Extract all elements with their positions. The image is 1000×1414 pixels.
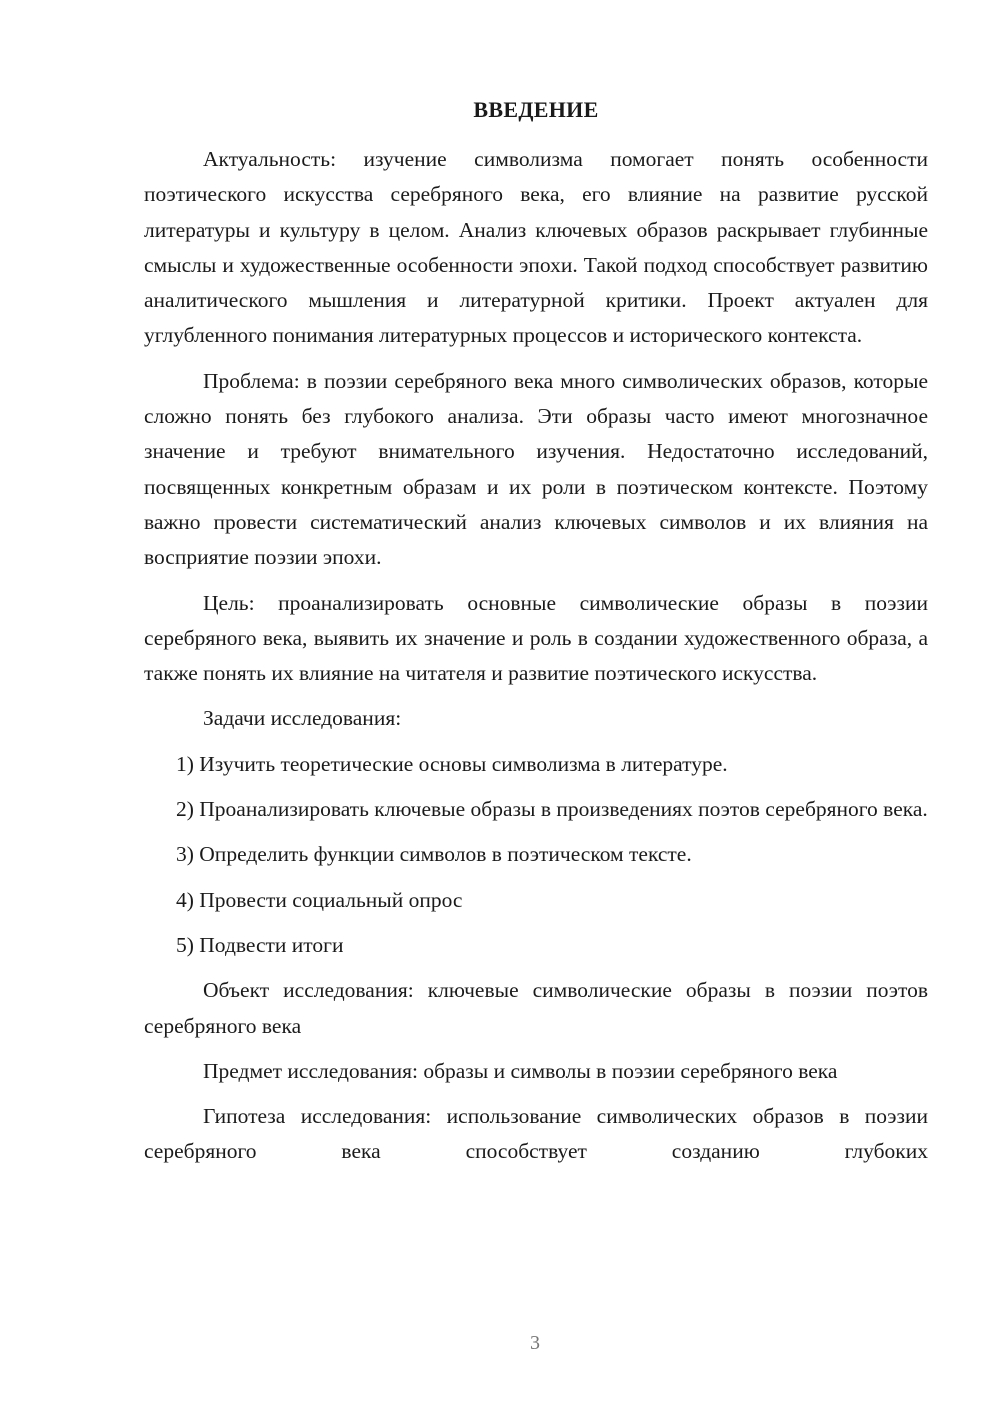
goal-paragraph: Цель: проанализировать основные символические образы в поэзии серебряного века, выявить их значение и роль в создании художественного образа, а также понять их влияние на читателя и развитие поэтического искусства. xyxy=(144,590,928,686)
task-item-2: 2) Проанализировать ключевые образы в произведениях поэтов серебряного века. xyxy=(176,797,928,822)
document-page xyxy=(144,92,928,1180)
task-item-4: 4) Провести социальный опрос xyxy=(176,887,463,912)
document-title: ВВЕДЕНИЕ xyxy=(473,97,599,122)
relevance-paragraph: Актуальность: изучение символизма помогает понять особенности поэтического искусства серебряного века, его влияние на развитие русской литературы и культуру в целом. Анализ ключевых образов раскрывает глубинные смыслы и художественные особенности эпохи. Такой подход способствует развитию аналитического мышления и литературной критики. Проект актуален для углубленного понимания литературных процессов и исторического контекста. xyxy=(144,147,928,348)
object-paragraph: Объект исследования: ключевые символические образы в поэзии поэтов серебряного века xyxy=(144,978,928,1038)
task-item-5: 5) Подвести итоги xyxy=(176,932,344,957)
task-item-3: 3) Определить функции символов в поэтическом тексте. xyxy=(176,842,692,867)
page-number: 3 xyxy=(530,1332,540,1354)
problem-paragraph: Проблема: в поэзии серебряного века много символических образов, которые сложно понять без глубокого анализа. Эти образы часто имеют многозначное значение и требуют внимательного изучения. Недостаточно исследований, посвященных конкретным образам и их роли в поэтическом контексте. Поэтому важно провести систематический анализ ключевых символов и их влияния на восприятие поэзии эпохи. xyxy=(144,368,928,570)
task-item-1: 1) Изучить теоретические основы символизма в литературе. xyxy=(176,751,728,776)
subject-paragraph: Предмет исследования: образы и символы в поэзии серебряного века xyxy=(203,1058,838,1083)
hypothesis-paragraph: Гипотеза исследования: использование символических образов в поэзии серебряного века способствует созданию глубоких xyxy=(144,1104,928,1164)
tasks-heading: Задачи исследования: xyxy=(203,706,402,731)
